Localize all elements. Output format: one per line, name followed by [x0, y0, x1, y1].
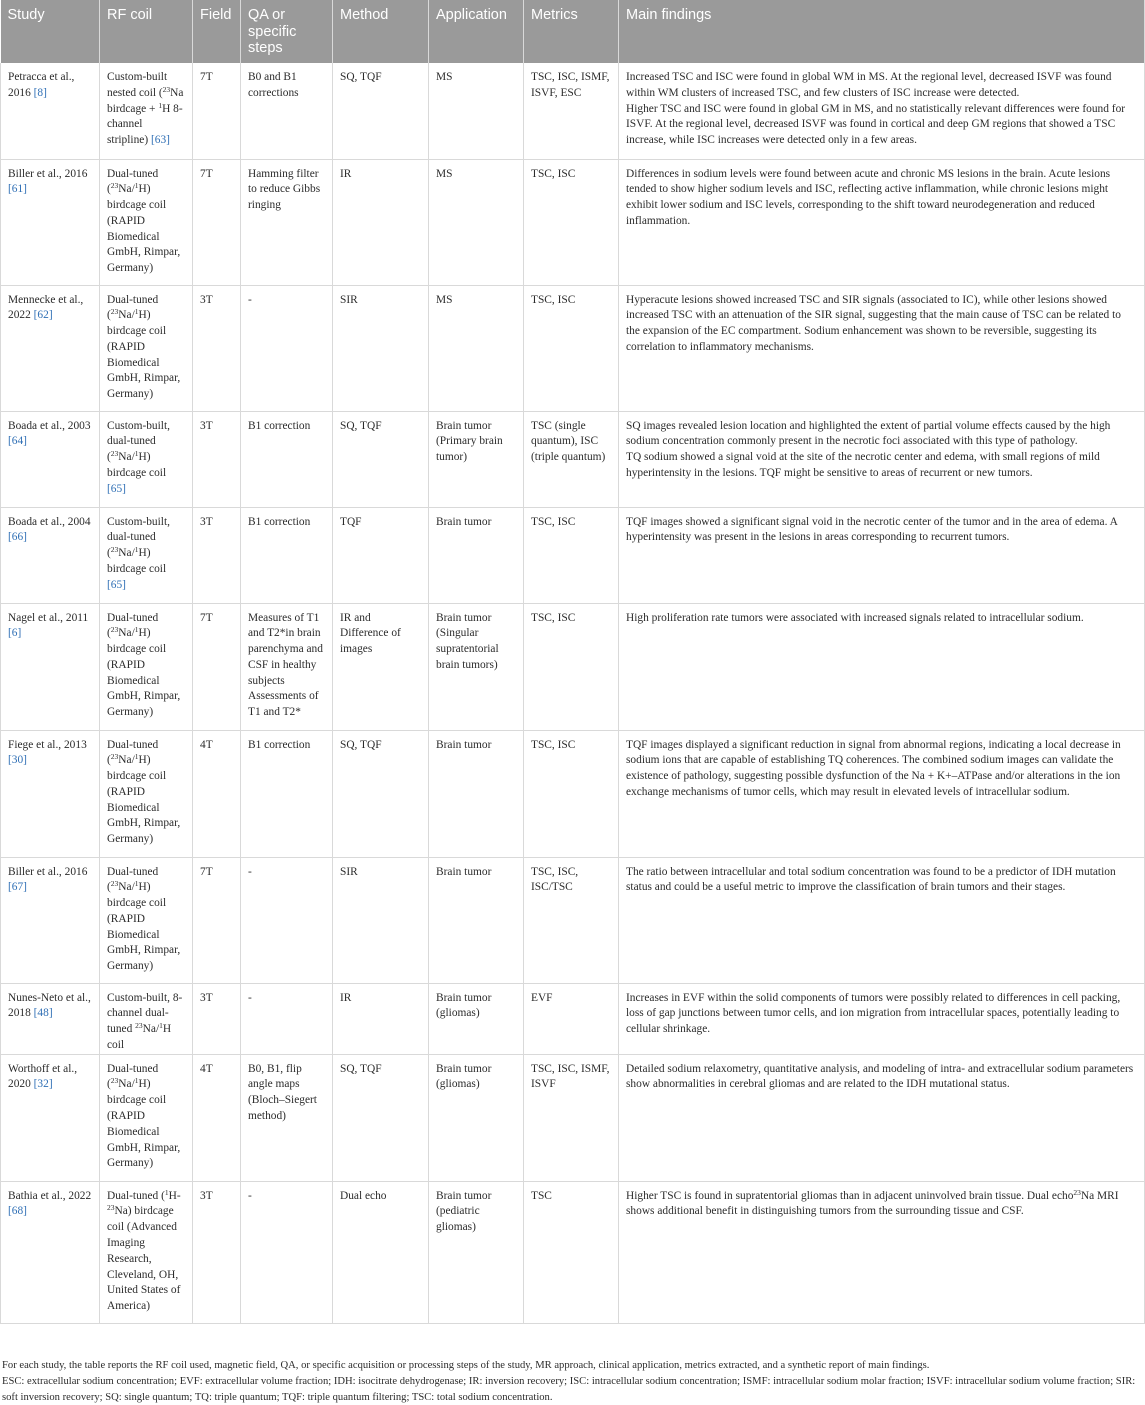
header-application: Application	[429, 0, 524, 63]
cell-field: 3T	[193, 983, 241, 1054]
cell-rf-coil	[100, 603, 193, 730]
table-row	[1, 285, 1145, 411]
finding-text: High proliferation rate tumors were associated with increased signals related to intracellular sodium.	[626, 611, 1084, 624]
cell-field: 3T	[193, 285, 241, 411]
cell-metrics: TSC, ISC, ISMF, ISVF, ESC	[524, 63, 619, 159]
cell-application: Brain tumor (gliomas)	[429, 983, 524, 1054]
coil-text-b: Na/	[118, 881, 135, 894]
cell-field: 3T	[193, 507, 241, 603]
table-row	[1, 1054, 1145, 1181]
table-row	[1, 603, 1145, 730]
finding-paragraph	[626, 991, 1137, 1038]
table-header-row	[1, 0, 1145, 63]
cell-rf-coil	[100, 983, 193, 1054]
coil-text-a: Dual-tuned (	[107, 611, 159, 640]
cell-application: MS	[429, 63, 524, 159]
cell-study	[1, 730, 100, 857]
study-reference: [61]	[8, 183, 27, 196]
cell-rf-coil	[100, 411, 193, 507]
study-reference: [68]	[8, 1205, 27, 1218]
cell-application: MS	[429, 285, 524, 411]
header-main-findings: Main findings	[619, 0, 1145, 63]
coil-text-b: Na/	[118, 183, 135, 196]
finding-paragraph	[626, 611, 1137, 627]
cell-qa: -	[241, 1181, 333, 1323]
coil-text-c: H) birdcage coil (RAPID Biomedical GmbH, Rimpar, Germany)	[107, 309, 181, 401]
finding-paragraph	[626, 738, 1137, 801]
coil-text-a: Dual-tuned (	[107, 738, 159, 767]
coil-isotope-1: 23	[110, 181, 119, 191]
cell-rf-coil	[100, 730, 193, 857]
coil-text-c: Na) birdcage coil (Advanced Imaging Research, Cleveland, OH, United States of America)	[107, 1205, 181, 1313]
cell-qa: B0, B1, flip angle maps (Bloch–Siegert method)	[241, 1054, 333, 1181]
cell-study	[1, 285, 100, 411]
coil-isotope-1: 23	[110, 307, 119, 317]
coil-isotope-2: 1	[134, 625, 139, 635]
cell-field: 7T	[193, 857, 241, 983]
cell-metrics: TSC	[524, 1181, 619, 1323]
study-name: Mennecke et al., 2022	[8, 293, 84, 322]
coil-isotope-1: 23	[110, 625, 119, 635]
finding-paragraph: TQ sodium showed a signal void at the site of the necrotic center and edema, with small regions of mild hyperintensity in the lesions. TQF might be sensitive to areas of recurrent or new tumors.	[626, 451, 1100, 479]
coil-isotope-1: 23	[110, 545, 119, 555]
cell-method: SQ, TQF	[333, 411, 429, 507]
cell-metrics: TSC, ISC	[524, 507, 619, 603]
table-row	[1, 159, 1145, 285]
coil-text-a: Dual-tuned (	[107, 1062, 159, 1091]
coil-text-a: Dual-tuned (	[107, 1189, 165, 1202]
coil-isotope-2: 1	[134, 449, 139, 459]
table-row	[1, 983, 1145, 1054]
cell-study	[1, 857, 100, 983]
cell-main-findings	[619, 507, 1145, 603]
coil-isotope-2: 1	[134, 879, 139, 889]
header-field: Field	[193, 0, 241, 63]
coil-text-b: Na/	[118, 547, 135, 560]
study-reference: [6]	[8, 627, 22, 640]
cell-qa: B0 and B1 corrections	[241, 63, 333, 159]
cell-field: 3T	[193, 411, 241, 507]
finding-text: TQF images showed a significant signal void in the necrotic center of the tumor and in the area of edema. A hyperintensity was present in the lesions in areas corresponding to recurrent tumors.	[626, 515, 1118, 544]
cell-application: Brain tumor	[429, 857, 524, 983]
finding-text: TQF images displayed a significant reduction in signal from abnormal regions, indicating a local decrease in sodium ions that are capable of establishing TQ coherences. The combined sodium images can validate the existence of pathology, suggesting possible dysfunction of the Na + K+–ATPase and/or alterations in the ion exchange mechanisms of tumor cells, which may result in elevated levels of intracellular sodium.	[626, 738, 1121, 798]
cell-qa: B1 correction	[241, 507, 333, 603]
study-name: Petracca et al., 2016	[8, 71, 75, 99]
header-qa: QA or specific steps	[241, 0, 333, 63]
cell-field: 3T	[193, 1181, 241, 1323]
cell-application: Brain tumor (Singular supratentorial brain tumors)	[429, 603, 524, 730]
cell-main-findings	[619, 603, 1145, 730]
study-reference: [67]	[8, 881, 27, 894]
study-reference: [66]	[8, 531, 27, 544]
table-row	[1, 1181, 1145, 1323]
study-name: Bathia et al., 2022	[8, 1189, 92, 1202]
cell-method: SIR	[333, 857, 429, 983]
cell-application: Brain tumor (Primary brain tumor)	[429, 411, 524, 507]
coil-isotope-1: 23	[135, 1021, 143, 1031]
coil-isotope-2: 1	[134, 752, 139, 762]
cell-metrics: EVF	[524, 983, 619, 1054]
table-row	[1, 857, 1145, 983]
cell-qa: -	[241, 285, 333, 411]
coil-text-c: H) birdcage coil (RAPID Biomedical GmbH, Rimpar, Germany)	[107, 754, 181, 846]
study-reference: [8]	[33, 86, 47, 99]
coil-reference: [63]	[150, 134, 170, 147]
finding-paragraph	[626, 1062, 1137, 1094]
header-study: Study	[1, 0, 100, 63]
finding-text: SQ images revealed lesion location and highlighted the extent of partial volume effects caused by the high sodium concentration commonly present in the necrotic foci associated with this type of pathology.	[626, 419, 1111, 448]
cell-study	[1, 411, 100, 507]
cell-rf-coil	[100, 159, 193, 285]
coil-reference: [65]	[107, 482, 126, 495]
cell-method: SIR	[333, 285, 429, 411]
coil-isotope-2: 23	[107, 1203, 115, 1213]
coil-text-c: H 8-channel stripline)	[107, 102, 183, 147]
coil-text-b: Na/	[118, 1078, 135, 1091]
coil-text-a: Dual-tuned (	[107, 167, 159, 196]
coil-text-a: Dual-tuned (	[107, 293, 159, 322]
header-rf-coil: RF coil	[100, 0, 193, 63]
coil-text-b: Na/	[118, 309, 135, 322]
coil-text-a: Custom-built, 8-channel dual-tuned	[107, 991, 183, 1036]
coil-isotope-1: 1	[164, 1187, 169, 1197]
coil-text-b: Na/	[142, 1023, 160, 1036]
table-row	[1, 730, 1145, 857]
coil-text-c: H) birdcage coil (RAPID Biomedical GmbH, Rimpar, Germany)	[107, 183, 181, 275]
cell-qa: Measures of T1 and T2*in brain parenchyma and CSF in healthy subjects Assessments of T1 and T2*	[241, 603, 333, 730]
cell-rf-coil	[100, 507, 193, 603]
cell-study	[1, 1181, 100, 1323]
cell-metrics: TSC, ISC	[524, 159, 619, 285]
cell-qa: -	[241, 983, 333, 1054]
cell-method: SQ, TQF	[333, 1054, 429, 1181]
table-row	[1, 411, 1145, 507]
cell-method: IR	[333, 983, 429, 1054]
abbreviations-footnote: ESC: extracellular sodium concentration; EVF: extracellular volume fraction; IDH: isocitrate dehydrogenase; IR: inversion recovery; ISC: intracellular sodium concentration; ISMF: intracellular sodium molar fraction; ISVF: intracellular sodium volume fraction; SIR: soft inversion recovery; SQ: single quantum; TQ: triple quantum; TQF: triple quantum filtering; TSC: total sodium concentration.	[2, 1376, 1136, 1403]
finding-text: Detailed sodium relaxometry, quantitative analysis, and modeling of intra- and extracellular sodium parameters show abnormalities in cerebral gliomas and are related to the IDH mutational status.	[626, 1062, 1134, 1091]
study-reference: [30]	[8, 754, 27, 767]
finding-text: Increased TSC and ISC were found in global WM in MS. At the regional level, decreased ISVF was found within WM clusters of increased TSC, and few clusters of ISC increase were detected.	[626, 71, 1112, 99]
coil-isotope-1: 23	[110, 449, 119, 459]
study-name: Worthoff et al., 2020	[8, 1062, 78, 1091]
study-reference: [48]	[33, 1007, 53, 1020]
cell-main-findings	[619, 63, 1145, 159]
coil-text-c: H) birdcage coil (RAPID Biomedical GmbH, Rimpar, Germany)	[107, 881, 181, 973]
coil-text-b: Na birdcage +	[107, 86, 184, 115]
cell-method: IR and Difference of images	[333, 603, 429, 730]
coil-isotope-2: 1	[134, 307, 139, 317]
cell-method: TQF	[333, 507, 429, 603]
study-name: Biller et al., 2016	[8, 167, 88, 180]
cell-main-findings	[619, 983, 1145, 1054]
cell-main-findings	[619, 857, 1145, 983]
coil-text-c: H) birdcage coil (RAPID Biomedical GmbH, Rimpar, Germany)	[107, 1078, 181, 1170]
coil-isotope-2: 1	[134, 181, 139, 191]
cell-rf-coil	[100, 1054, 193, 1181]
finding-paragraph	[626, 167, 1137, 230]
coil-text-c: H coil	[107, 1023, 172, 1051]
finding-text: Differences in sodium levels were found between acute and chronic MS lesions in the brain. Acute lesions tended to show higher sodium levels and ISC, reflecting active inflammation, while chronic lesions might exhibit lower sodium and ISC levels, corresponding to the shift toward neurodegeneration and reduced inflammation.	[626, 167, 1111, 227]
cell-qa: B1 correction	[241, 730, 333, 857]
cell-main-findings	[619, 159, 1145, 285]
finding-paragraph	[626, 419, 1137, 451]
study-name: Boada et al., 2004	[8, 515, 91, 528]
cell-metrics: TSC (single quantum), ISC (triple quantum)	[524, 411, 619, 507]
coil-text-b: Na/	[118, 451, 135, 464]
cell-application: Brain tumor	[429, 507, 524, 603]
coil-text-a: Custom-built, dual-tuned (	[107, 515, 170, 560]
cell-application: Brain tumor	[429, 730, 524, 857]
study-reference: [64]	[8, 435, 27, 448]
table-footnote: For each study, the table reports the RF coil used, magnetic field, QA, or specific acquisition or processing steps of the study, MR approach, clinical application, metrics extracted, and a synthetic report of main findings.	[2, 1360, 930, 1371]
cell-metrics: TSC, ISC	[524, 603, 619, 730]
cell-main-findings	[619, 730, 1145, 857]
cell-metrics: TSC, ISC	[524, 285, 619, 411]
study-name: Biller et al., 2016	[8, 865, 88, 878]
finding-paragraph	[626, 1189, 1137, 1221]
finding-text-cont: Na MRI shows additional benefit in distinguishing tumors from the surrounding tissue and CSF.	[626, 1189, 1119, 1218]
coil-text-c: H) birdcage coil (RAPID Biomedical GmbH, Rimpar, Germany)	[107, 627, 181, 719]
cell-field: 4T	[193, 730, 241, 857]
cell-main-findings	[619, 411, 1145, 507]
finding-text: Higher TSC is found in supratentorial gliomas than in adjacent uninvolved brain tissue. Dual echo	[626, 1189, 1074, 1202]
cell-rf-coil	[100, 1181, 193, 1323]
cell-rf-coil	[100, 285, 193, 411]
finding-isotope: 23	[1073, 1187, 1081, 1197]
coil-isotope-1: 23	[110, 879, 119, 889]
cell-study	[1, 159, 100, 285]
cell-field: 7T	[193, 63, 241, 159]
finding-text: Hyperacute lesions showed increased TSC and SIR signals (associated to IC), while other lesions showed increased TSC with an attenuation of the SIR signal, suggesting that the main cause of TSC can be related to the expansion of the EC compartment. Sodium enhancement was shown to be reversible, suggesting its correlation to inflammatory mechanisms.	[626, 293, 1121, 353]
cell-rf-coil	[100, 63, 193, 159]
study-reference: [62]	[33, 309, 53, 322]
coil-text-a: Dual-tuned (	[107, 865, 159, 894]
cell-qa: -	[241, 857, 333, 983]
cell-main-findings	[619, 1181, 1145, 1323]
cell-method: IR	[333, 159, 429, 285]
table-row	[1, 507, 1145, 603]
cell-main-findings	[619, 1054, 1145, 1181]
coil-isotope-1: 23	[110, 1076, 119, 1086]
coil-isotope-2: 1	[158, 100, 163, 110]
cell-method: Dual echo	[333, 1181, 429, 1323]
coil-isotope-2: 1	[159, 1021, 163, 1031]
cell-metrics: TSC, ISC	[524, 730, 619, 857]
coil-text-b: Na/	[118, 754, 135, 767]
cell-metrics: TSC, ISC, ISC/TSC	[524, 857, 619, 983]
table-row	[1, 63, 1145, 159]
cell-study	[1, 983, 100, 1054]
cell-qa: Hamming filter to reduce Gibbs ringing	[241, 159, 333, 285]
coil-isotope-2: 1	[134, 545, 139, 555]
finding-text: The ratio between intracellular and total sodium concentration was found to be a predictor of IDH mutation status and could be a useful metric to improve the classification of brain tumors and their stages.	[626, 865, 1116, 894]
study-name: Nunes-Neto et al., 2018	[8, 991, 91, 1020]
cell-rf-coil	[100, 857, 193, 983]
header-method: Method	[333, 0, 429, 63]
coil-isotope-1: 23	[162, 84, 171, 94]
finding-text: Increases in EVF within the solid components of tumors were possibly related to differences in cell packing, loss of gap junctions between tumor cells, and ion migration from intracellular spaces, potentially leading to cellular shrinkage.	[626, 991, 1121, 1036]
cell-qa: B1 correction	[241, 411, 333, 507]
cell-method: SQ, TQF	[333, 63, 429, 159]
header-metrics: Metrics	[524, 0, 619, 63]
coil-text-b: Na/	[118, 627, 135, 640]
coil-text-c: H) birdcage coil	[107, 547, 167, 575]
finding-paragraph: Higher TSC and ISC were found in global GM in MS, and no statistically relevant differences were found for ISVF. At the regional level, decreased ISVF was found in cortical and deep GM regions that showed a TSC increase, while ISC increases were detected only in a few areas.	[626, 102, 1126, 147]
cell-study	[1, 603, 100, 730]
cell-study	[1, 63, 100, 159]
cell-field: 7T	[193, 159, 241, 285]
coil-reference: [65]	[107, 578, 126, 591]
cell-application: MS	[429, 159, 524, 285]
study-reference: [32]	[33, 1078, 53, 1091]
coil-isotope-1: 23	[110, 752, 119, 762]
finding-paragraph	[626, 865, 1137, 897]
cell-field: 4T	[193, 1054, 241, 1181]
cell-application: Brain tumor (gliomas)	[429, 1054, 524, 1181]
coil-isotope-2: 1	[134, 1076, 139, 1086]
cell-field: 7T	[193, 603, 241, 730]
coil-text-c: H) birdcage coil	[107, 451, 167, 479]
study-name: Boada et al., 2003	[8, 419, 91, 432]
cell-main-findings	[619, 285, 1145, 411]
table-body	[1, 63, 1145, 1323]
study-name: Nagel et al., 2011	[8, 611, 89, 624]
coil-text-a: Custom-built nested coil (	[107, 71, 168, 99]
finding-paragraph	[626, 293, 1137, 356]
cell-method: SQ, TQF	[333, 730, 429, 857]
finding-paragraph	[626, 70, 1137, 102]
coil-text-b: H-	[168, 1189, 181, 1202]
cell-metrics: TSC, ISC, ISMF, ISVF	[524, 1054, 619, 1181]
coil-text-a: Custom-built, dual-tuned (	[107, 419, 170, 464]
study-name: Fiege et al., 2013	[8, 738, 87, 751]
cell-study	[1, 507, 100, 603]
cell-study	[1, 1054, 100, 1181]
cell-application: Brain tumor (pediatric gliomas)	[429, 1181, 524, 1323]
finding-paragraph	[626, 515, 1137, 547]
